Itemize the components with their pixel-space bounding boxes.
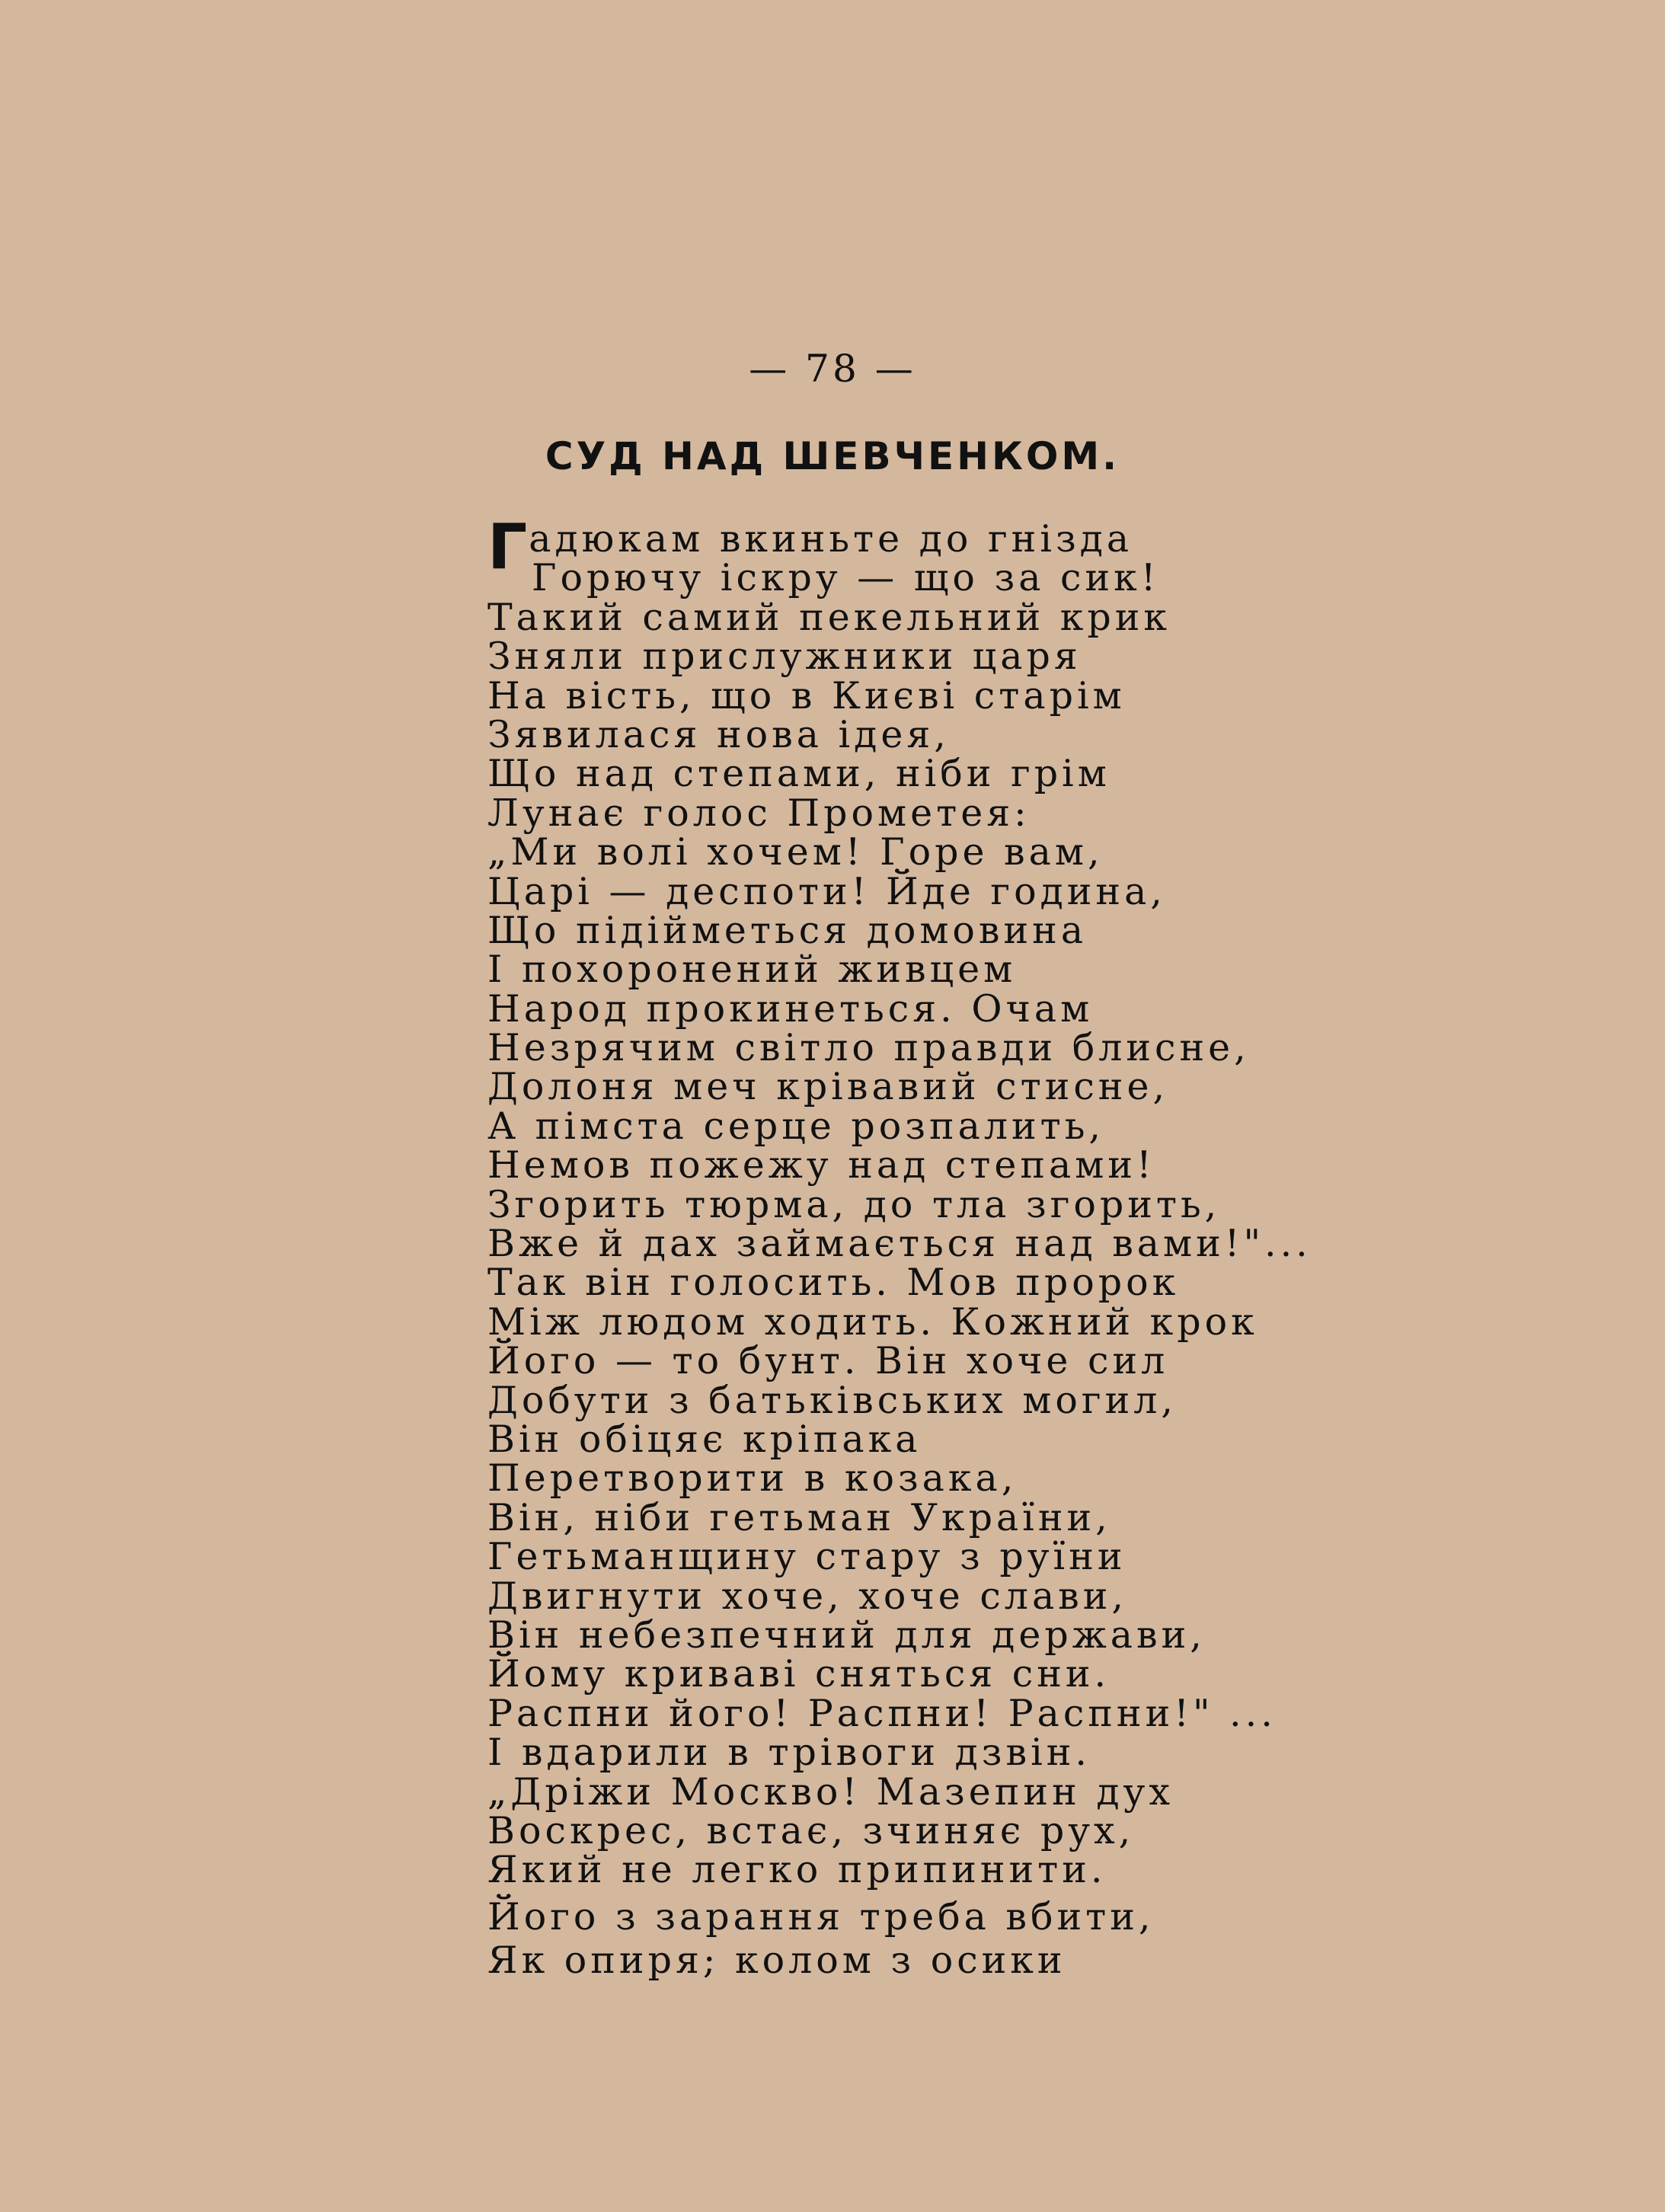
poem-line: Який не легко припинити. (487, 1848, 1107, 1892)
drop-cap: Г (487, 511, 528, 583)
poem-line: Двигнути хоче, хоче слави, (487, 1574, 1127, 1618)
poem-line: Йому криваві сняться сни. (487, 1652, 1111, 1696)
poem-title: СУД НАД ШЕВЧЕНКОМ. (545, 434, 1120, 478)
poem-line: Згорить тюрма, до тла згорить, (487, 1182, 1221, 1226)
poem-line: А пімста серце розпалить, (487, 1104, 1104, 1148)
poem-line: Зняли прислужники царя (487, 635, 1082, 679)
poem-line: Царі — деспоти! Йде година, (487, 869, 1166, 913)
poem-line: Його з зарання треба вбити, (487, 1894, 1155, 1939)
poem-line: Лунає голос Прометея: (487, 791, 1031, 835)
poem-line: Вже й дах займається над вами!"... (487, 1222, 1312, 1266)
poem-line: Горючу іскру — що за сик! (532, 556, 1160, 600)
poem-line: Він, ніби гетьман України, (487, 1495, 1111, 1539)
poem-line: Так він голосить. Мов пророк (487, 1261, 1180, 1305)
poem-line: Перетворити в козака, (487, 1456, 1018, 1501)
poem-line: Гетьманщину стару з руїни (487, 1535, 1127, 1579)
poem-line: Незрячим світло правди блисне, (487, 1026, 1250, 1070)
poem-line: Долоня меч крівавий стисне, (487, 1065, 1169, 1109)
poem-line: Як опиря; колом з осики (487, 1939, 1066, 1983)
poem-line: Народ прокинеться. Очам (487, 986, 1094, 1031)
poem-line: „Дріжи Москво! Мазепин дух (487, 1769, 1174, 1814)
poem-line-text: адюкам вкиньте до гнізда (529, 517, 1133, 561)
poem-line: Його — то бунт. Він хоче сил (487, 1339, 1169, 1383)
poem-line: Що над степами, ніби грім (487, 752, 1111, 796)
page-number: — 78 — (749, 347, 916, 391)
poem-line: Зявилася нова ідея, (487, 712, 950, 756)
poem-line: На вість, що в Києві старім (487, 673, 1126, 718)
poem-line: Добути з батьківських могил, (487, 1378, 1177, 1422)
poem-line: Він небезпечний для держави, (487, 1613, 1206, 1657)
poem-line: І похоронений живцем (487, 948, 1017, 992)
poem-line: Між людом ходить. Кожний крок (487, 1299, 1258, 1344)
poem-stanza (487, 511, 1615, 1983)
poem-line: „Ми волі хочем! Горе вам, (487, 830, 1104, 874)
poem-line: Немов пожежу над степами! (487, 1143, 1155, 1188)
poem-line: Він обіцяє кріпака (487, 1417, 922, 1461)
poem-line: Що підійметься домовина (487, 908, 1088, 952)
poem-line: Воскрес, встає, зчиняє рух, (487, 1808, 1135, 1852)
poem-line: І вдарили в трівоги дзвін. (487, 1731, 1091, 1775)
poem-line: Такий самий пекельний крик (487, 595, 1171, 639)
poem-line: Распни його! Распни! Распни!" ... (487, 1691, 1277, 1735)
